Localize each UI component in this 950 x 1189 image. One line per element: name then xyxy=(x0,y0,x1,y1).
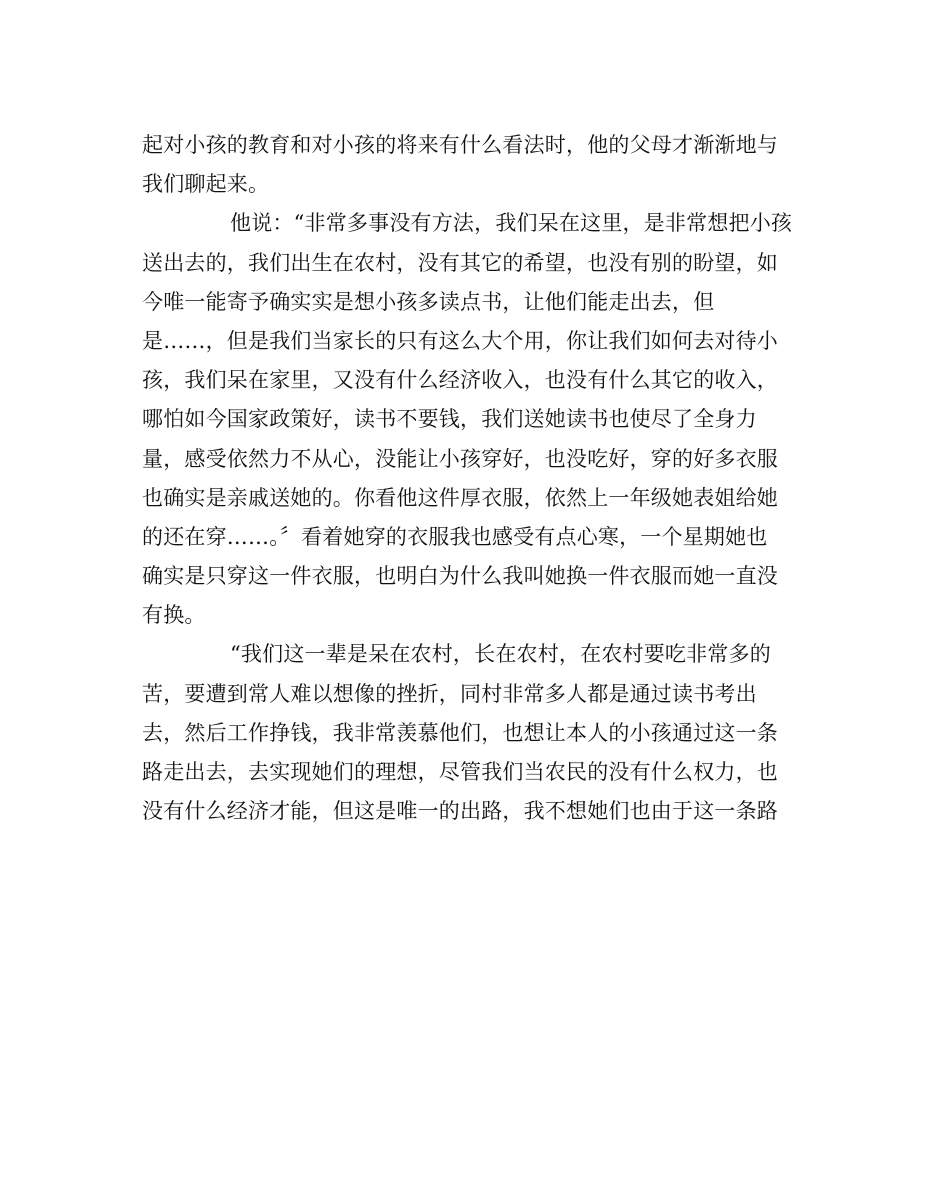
text-line: 确实是只穿这一件衣服，也明白为什么我叫她换一件衣服而她一直没 xyxy=(142,564,778,589)
text-line: 孩，我们呆在家里，又没有什么经济收入，也没有什么其它的收入， xyxy=(142,368,778,393)
text-line: 也确实是亲戚送她的。你看他这件厚衣服，依然上一年级她表姐给她 xyxy=(142,485,778,510)
text-line: 送出去的，我们出生在农村，没有其它的希望，也没有别的盼望，如 xyxy=(142,250,778,275)
paragraph-start-line: “我们这一辈是呆在农村，长在农村，在农村要吃非常多的 xyxy=(230,642,771,667)
text-line: 量，感受依然力不从心，没能让小孩穿好，也没吃好，穿的好多衣服 xyxy=(142,446,778,471)
text-line: 没有什么经济才能，但这是唯一的出路，我不想她们也由于这一条路 xyxy=(142,799,778,824)
text-line: 去，然后工作挣钱，我非常羡慕他们，也想让本人的小孩通过这一条 xyxy=(142,720,778,745)
text-line: 是……，但是我们当家长的只有这么大个用，你让我们如何去对待小 xyxy=(142,328,778,353)
paragraph-start-line: 他说：“非常多事没有方法，我们呆在这里，是非常想把小孩 xyxy=(230,211,793,236)
text-line: 有换。 xyxy=(142,603,206,628)
text-line: 起对小孩的教育和对小孩的将来有什么看法时，他的父母才渐渐地与 xyxy=(142,133,778,157)
text-line: 哪怕如今国家政策好，读书不要钱，我们送她读书也使尽了全身力 xyxy=(142,407,757,432)
text-line: 苦，要遭到常人难以想像的挫折，同村非常多人都是通过读书考出 xyxy=(142,681,757,706)
text-line: 路走出去，去实现她们的理想，尽管我们当农民的没有什么权力，也 xyxy=(142,760,778,784)
text-line: 的还在穿……。〞看着她穿的衣服我也感受有点心寒，一个星期她也 xyxy=(142,524,768,549)
body-text xyxy=(142,126,822,831)
text-line: 我们聊起来。 xyxy=(142,172,270,197)
text-line: 今唯一能寄予确实实是想小孩多读点书，让他们能走出去，但 xyxy=(142,289,715,314)
